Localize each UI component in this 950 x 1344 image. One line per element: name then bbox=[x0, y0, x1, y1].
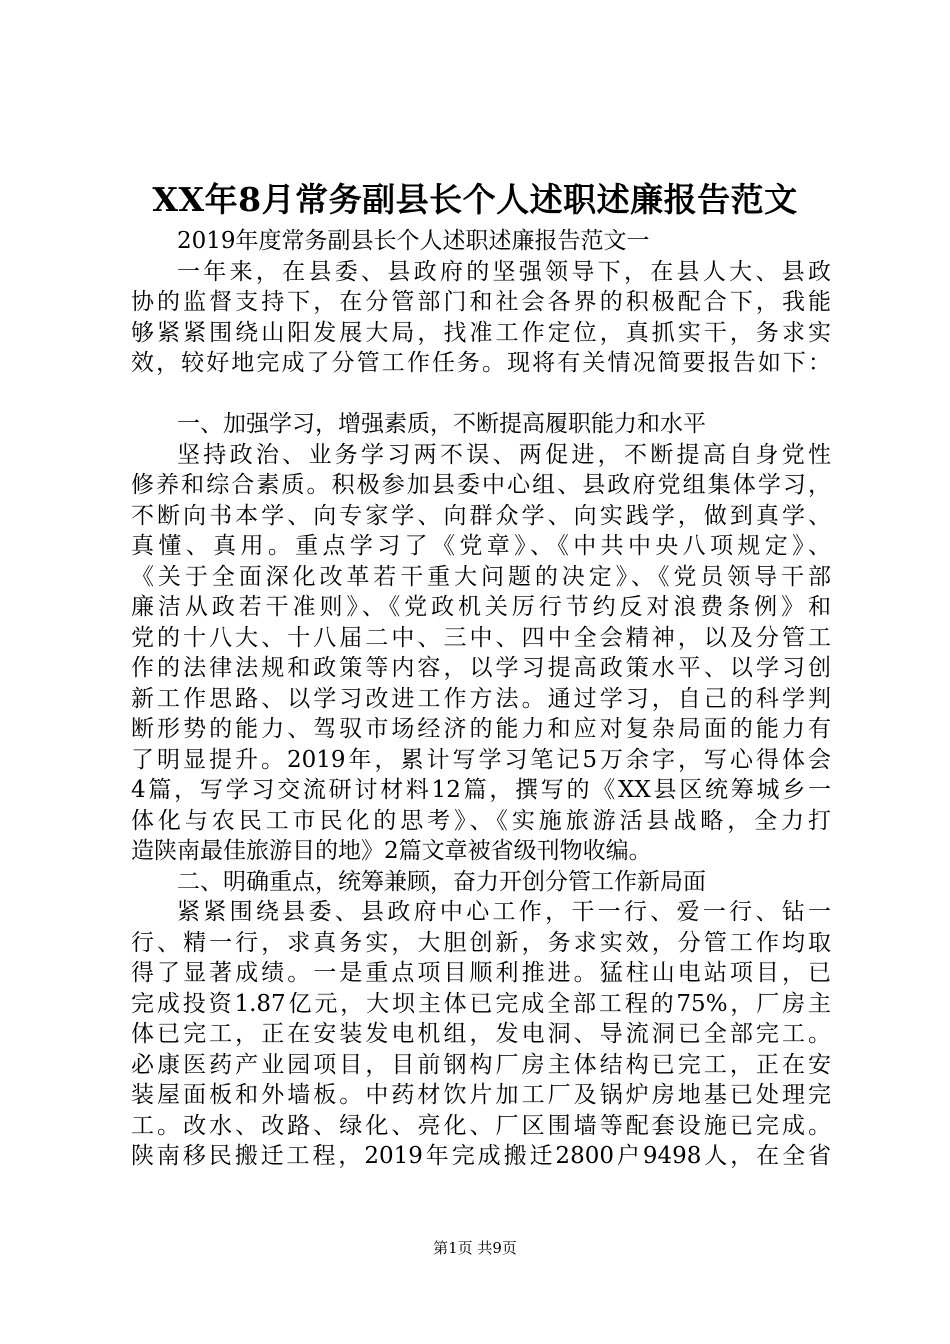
text-line: 《关于全面深化改革若干重大问题的决定》、《党员领导干部 bbox=[131, 563, 831, 590]
text-line: 廉洁从政若干准则》、《党政机关厉行节约反对浪费条例》和 bbox=[131, 594, 831, 620]
text-line: 了明显提升。2019年，累计写学习笔记5万余字，写心得体会 bbox=[131, 746, 831, 773]
text-line: 坚持政治、业务学习两不误、两促进，不断提高自身党性 bbox=[177, 441, 831, 468]
text-line: 造陕南最佳旅游目的地》2篇文章被省级刊物收编。 bbox=[131, 838, 652, 864]
text-line: 协的监督支持下，在分管部门和社会各界的积极配合下，我能 bbox=[131, 289, 831, 315]
text-line: 紧紧围绕县委、县政府中心工作，干一行、爱一行、钻一 bbox=[177, 899, 831, 925]
text-line: 不断向书本学、向专家学、向群众学、向实践学，做到真学、 bbox=[131, 502, 831, 529]
text-line: 体化与农民工市民化的思考》、《实施旅游活县战略，全力打 bbox=[131, 807, 831, 834]
paragraph-gap bbox=[131, 379, 831, 410]
text-line: 效，较好地完成了分管工作任务。现将有关情况简要报告如下： bbox=[131, 350, 831, 376]
text-line: 2019年度常务副县长个人述职述廉报告范文一 bbox=[177, 228, 650, 254]
text-line: 行、精一行，求真务实，大胆创新，务求实效，分管工作均取 bbox=[131, 929, 831, 956]
text-line: 二、明确重点，统筹兼顾，奋力开创分管工作新局面 bbox=[177, 868, 706, 895]
text-line: 一年来，在县委、县政府的坚强领导下，在县人大、县政 bbox=[177, 258, 831, 285]
text-line: 完成投资1.87亿元，大坝主体已完成全部工程的75%，厂房主 bbox=[131, 990, 831, 1017]
text-line: 修养和综合素质。积极参加县委中心组、县政府党组集体学习， bbox=[131, 472, 831, 498]
text-line: 真懂、真用。重点学习了《党章》、《中共中央八项规定》、 bbox=[131, 533, 831, 559]
text-line: 4篇，写学习交流研讨材料12篇，撰写的《XX县区统筹城乡一 bbox=[131, 777, 831, 803]
text-line: 必康医药产业园项目，目前钢构厂房主体结构已完工，正在安 bbox=[131, 1051, 831, 1078]
text-line: 体已完工，正在安装发电机组，发电洞、导流洞已全部完工。 bbox=[131, 1021, 831, 1047]
text-line: 一、加强学习，增强素质，不断提高履职能力和水平 bbox=[177, 411, 706, 437]
text-line: 作的法律法规和政策等内容，以学习提高政策水平、以学习创 bbox=[131, 655, 831, 681]
text-line: 够紧紧围绕山阳发展大局，找准工作定位，真抓实干，务求实 bbox=[131, 319, 831, 346]
document-title: XX年8月常务副县长个人述职述廉报告范文 bbox=[152, 180, 798, 219]
text-line: 装屋面板和外墙板。中药材饮片加工厂及锅炉房地基已处理完 bbox=[131, 1082, 831, 1108]
text-line: 工。改水、改路、绿化、亮化、厂区围墙等配套设施已完成。 bbox=[131, 1112, 831, 1139]
document-body bbox=[131, 226, 831, 1172]
text-line: 党的十八大、十八届二中、三中、四中全会精神，以及分管工 bbox=[131, 624, 831, 651]
text-line: 新工作思路、以学习改进工作方法。通过学习，自己的科学判 bbox=[131, 685, 831, 712]
text-line: 陕南移民搬迁工程，2019年完成搬迁2800户9498人，在全省 bbox=[131, 1143, 831, 1169]
page-footer: 第1页 共9页 bbox=[433, 1239, 517, 1257]
text-line: 断形势的能力、驾驭市场经济的能力和应对复杂局面的能力有 bbox=[131, 716, 831, 742]
text-line: 得了显著成绩。一是重点项目顺利推进。猛柱山电站项目，已 bbox=[131, 960, 831, 986]
